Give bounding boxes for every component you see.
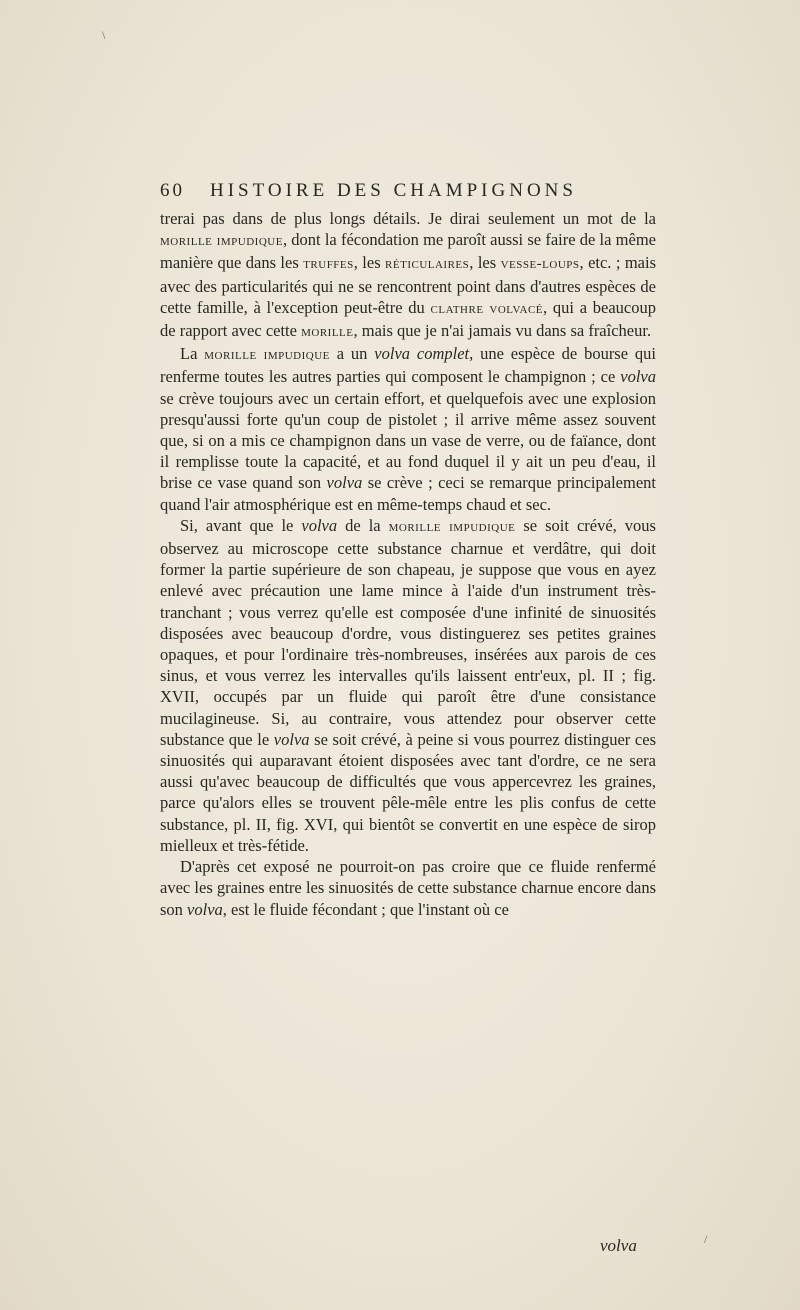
italic-term: volva <box>620 367 656 387</box>
margin-speck: / <box>704 1232 708 1246</box>
page-number: 60 <box>160 180 185 201</box>
small-caps-term: vesse-loups <box>500 256 580 273</box>
small-caps-term: morille <box>301 324 354 341</box>
italic-term: volva <box>301 515 338 535</box>
italic-term: volva <box>187 899 223 919</box>
body-text <box>160 208 656 920</box>
small-caps-term: morille impudique <box>388 518 516 535</box>
italic-term: volva <box>273 729 310 749</box>
paragraph-2: La morille impudique a un volva complet, une espèce de bourse qui renferme toutes les autres parties qui composent le champignon ; ce volva se crève toujours avec un certain effort, et quelquefois avec une explosion presqu'aussi forte qu'un coup de pistolet ; il arrive même assez souvent que, si on a mis ce champignon dans un vase de verre, ou de faïance, dont il remplisse toute la capacité, et au fond duquel il y ait un peu d'eau, il brise ce vase quand son volva se crève ; ceci se remarque principalement quand l'air atmosphérique est en même-temps chaud et sec. <box>160 344 657 514</box>
page-header <box>160 180 660 210</box>
paragraph-3: Si, avant que le volva de la morille impudique se soit crévé, vous observez au microscope cette substance charnue et verdâtre, qui doit former la partie supérieure de son chapeau, je suppose que vous en ayez enlevé avec précaution une lame mince à l'aide d'un instrument très-tranchant ; vous verrez qu'elle est composée d'une infinité de sinuosités disposées avec beaucoup d'ordre, vous distinguerez ses petites graines opaques, et pour l'ordinaire très-nombreuses, insérées aux parois de ces sinus, et vous verrez les intervalles qu'ils laissent entr'eux, pl. II ; fig. XVII, occupés par un fluide qui paroît être d'une consistance mucilagineuse. Si, au contraire, vous attendez pour observer cette substance que le volva se soit crévé, à peine si vous pourrez distinguer ces sinuosités qui auparavant étoient disposées avec tant d'ordre, ce ne sera aussi qu'avec beaucoup de difficultés que vous appercevrez les graines, parce qu'alors elles se trouvent pêle-mêle entre les plis confus de cette substance, pl. II, fig. XVI, qui bientôt se convertit en une espèce de sirop mielleux et très-fétide. <box>160 515 656 855</box>
margin-speck: \ <box>102 28 106 42</box>
small-caps-term: truffes <box>303 256 354 273</box>
small-caps-term: morille impudique <box>204 347 330 364</box>
small-caps-term: morille impudique <box>160 233 283 250</box>
paragraph-4: D'après cet exposé ne pourroit-on pas croire que ce fluide renfermé avec les graines entre les sinuosités de cette substance charnue encore dans son volva, est le fluide fécondant ; que l'instant où ce <box>160 857 656 919</box>
catchword: volva <box>600 1236 637 1255</box>
running-title: HISTOIRE DES CHAMPIGNONS <box>210 180 577 201</box>
italic-term: volva <box>326 473 363 493</box>
italic-term: volva complet <box>374 344 470 364</box>
paragraph-1: trerai pas dans de plus longs détails. Je dirai seulement un mot de la morille impudique, dont la fécondation me paroît aussi se faire de la même manière que dans les truffes, les réticulaires, les vesse-loups, etc. ; mais avec des particularités qui ne se rencontrent point dans d'autres espèces de cette famille, à l'exception peut-être du clathre volvacé, qui a beaucoup de rapport avec cette morille, mais que je n'ai jamais vu dans sa fraîcheur. <box>160 209 656 341</box>
small-caps-term: réticulaires <box>385 256 470 273</box>
small-caps-term: clathre volvacé <box>430 300 544 317</box>
